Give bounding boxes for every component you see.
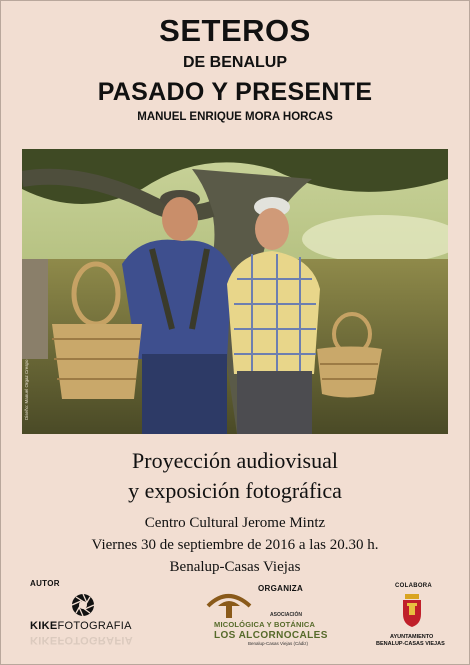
kike-fotografia-logo [30, 620, 132, 632]
ayuntamiento-town: BENALUP-CASAS VIEJAS [376, 641, 445, 647]
subtitle-place: DE BENALUP [182, 54, 287, 71]
photo-credit: Diseño: Manuel Orgaz Crespo [24, 359, 29, 420]
kike-reflection [30, 634, 133, 646]
autor-label: AUTOR [30, 579, 60, 588]
event-date: Viernes 30 de septiembre de 2016 a las 20.30 h. [91, 537, 379, 553]
main-photo [22, 149, 448, 434]
main-title: SETEROS [159, 13, 311, 48]
event-info [0, 446, 470, 578]
organiza-label: ORGANIZA [258, 584, 304, 593]
kike-light: FOTOGRAFIA [57, 620, 132, 632]
assoc-place: Benalup-Casas Viejas (Cádiz) [248, 641, 308, 646]
title-block [0, 14, 470, 124]
author-name: MANUEL ENRIQUE MORA HORCAS [137, 111, 333, 123]
event-venue: Centro Cultural Jerome Mintz [144, 515, 326, 531]
kike-reflection-light: FOTOGRAFIA [57, 634, 133, 646]
coat-of-arms-icon [401, 592, 423, 628]
colabora-label: COLABORA [395, 583, 433, 589]
ayuntamiento-label: AYUNTAMIENTO [390, 634, 434, 640]
event-place: Benalup-Casas Viejas [169, 559, 301, 575]
assoc-small: ASOCIACIÓN [270, 612, 302, 618]
photo-illustration [22, 149, 448, 434]
event-line-1: Proyección audiovisual [132, 448, 338, 473]
subtitle-theme: PASADO Y PRESENTE [97, 78, 373, 106]
assoc-mid: MICOLÓGICA Y BOTÁNICA [214, 620, 316, 629]
event-line-2: y exposición fotográfica [128, 478, 342, 503]
assoc-big: LOS ALCORNOCALES [214, 630, 328, 641]
kike-bold: KIKE [30, 620, 58, 632]
kike-reflection-bold: KIKE [30, 634, 58, 646]
